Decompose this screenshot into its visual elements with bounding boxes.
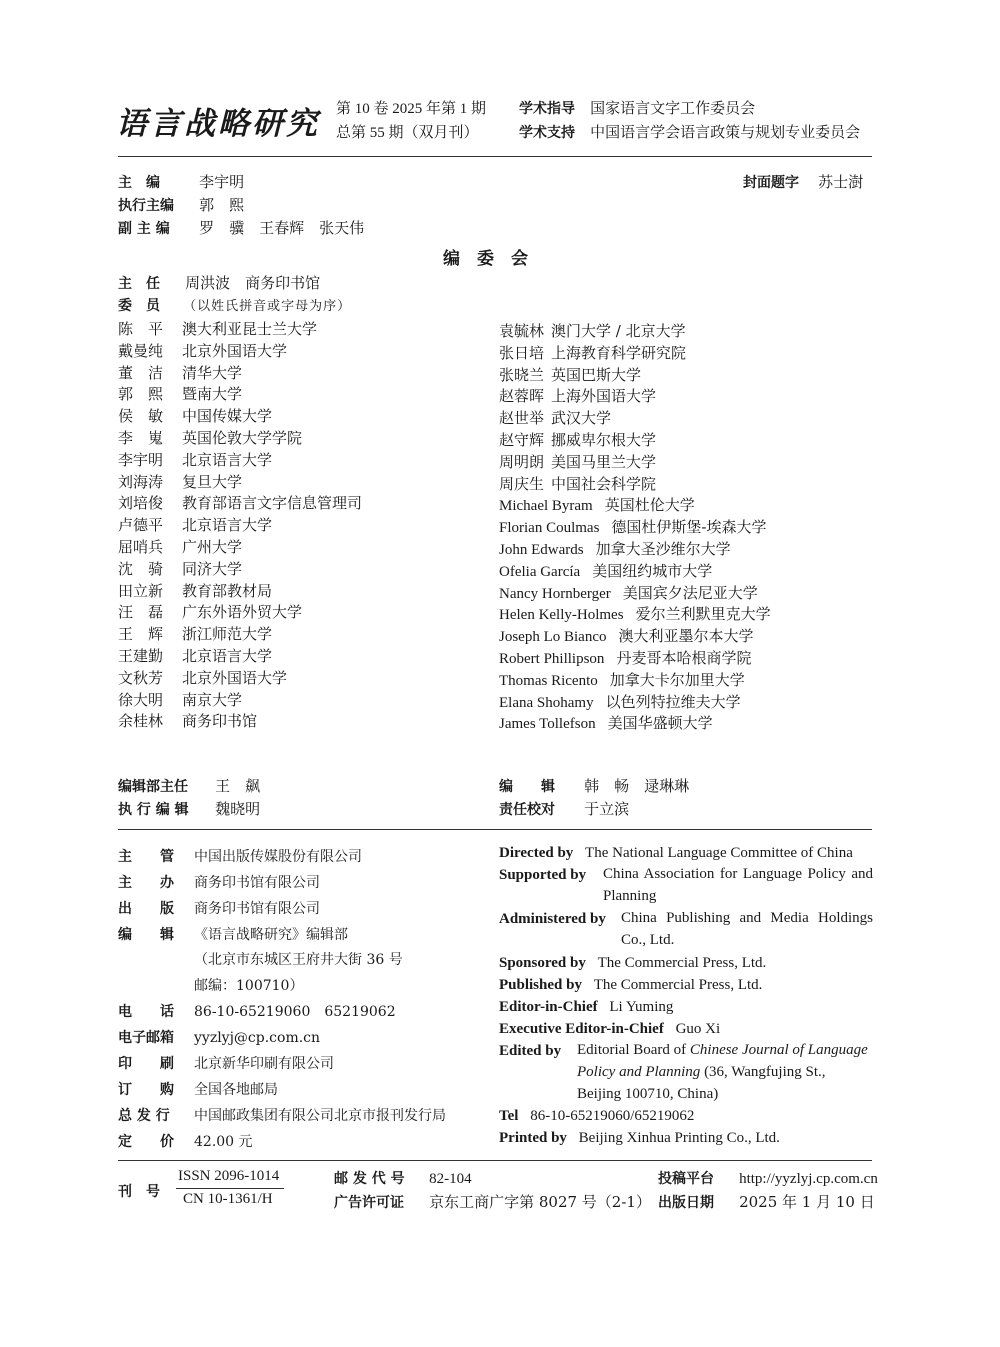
publication-info-label: 编 辑 <box>118 927 174 943</box>
board-member <box>118 449 272 470</box>
exec-editor-value: 魏晓明 <box>215 800 261 818</box>
deputy-label: 副 主 编 <box>118 221 170 237</box>
board-member <box>118 623 272 644</box>
office-head <box>118 775 260 796</box>
cn-number: CN 10-1361/H <box>183 1191 273 1207</box>
publication-info-value: 86-10-65219060 65219062 <box>194 1004 396 1020</box>
proofreader <box>499 798 629 819</box>
board-member <box>118 601 302 622</box>
exec-editor-label: 执 行 编 辑 <box>118 802 189 818</box>
member-name: 陈 平 <box>118 320 164 338</box>
support-value: 中国语言学会语言政策与规划专业委员会 <box>590 123 861 141</box>
member-institution: 上海教育科学研究院 <box>551 343 687 362</box>
guidance-label: 学术指导 <box>519 101 575 117</box>
publication-info-row <box>118 1105 446 1125</box>
chief-editor <box>118 171 244 192</box>
board-member <box>499 560 712 581</box>
issue-line-2: 总第 55 期（双月刊） <box>336 125 479 141</box>
directed-value: The National Language Committee of China <box>585 845 853 861</box>
director-label: 主 任 <box>118 276 160 292</box>
publication-info-label: 订 购 <box>118 1082 174 1098</box>
member-name: 周庆生 <box>499 474 545 493</box>
publication-info-value: 中国邮政集团有限公司北京市报刊发行局 <box>194 1108 446 1124</box>
academic-support <box>519 121 860 142</box>
publication-info-value: 北京新华印刷有限公司 <box>194 1056 334 1072</box>
member-name: 董 洁 <box>118 363 164 382</box>
cover-label: 封面题字 <box>743 175 799 191</box>
published-by: Published by The Commercial Press, Ltd. <box>499 977 763 993</box>
divider <box>118 1160 872 1161</box>
publication-info-value: 商务印书馆有限公司 <box>194 901 320 917</box>
member-name: 刘海涛 <box>118 472 164 491</box>
member-institution: 教育部语言文字信息管理司 <box>182 494 363 513</box>
member-name: 侯 敏 <box>118 407 164 426</box>
board-member <box>118 710 257 731</box>
member-institution: 同济大学 <box>182 559 243 578</box>
directed-label: Directed by <box>499 845 574 861</box>
member-name: Helen Kelly-Holmes <box>499 607 624 624</box>
office-head-value: 王 飙 <box>215 777 261 795</box>
administered-by-value: China Publishing and Media Holdings Co., Ltd. <box>621 910 873 948</box>
publication-info-label: 主 办 <box>118 875 174 891</box>
edited-by-label: Edited by <box>499 1043 562 1059</box>
member-institution: 商务印书馆 <box>182 712 258 731</box>
office-head-label: 编辑部主任 <box>118 779 188 795</box>
board-member <box>118 471 242 492</box>
member-name: 汪 磊 <box>118 603 164 622</box>
member-name: John Edwards <box>499 542 584 558</box>
member-institution: 北京语言大学 <box>182 450 273 469</box>
publication-info-value: 邮编：100710） <box>194 978 304 994</box>
member-name: 徐大明 <box>118 690 164 709</box>
chief-value: 李宇明 <box>199 173 245 191</box>
member-name: 余桂林 <box>118 712 164 731</box>
member-institution: 加拿大卡尔加里大学 <box>609 670 745 689</box>
issn: ISSN 2096-1014 <box>178 1168 280 1184</box>
submission-link[interactable]: http://yyzlyj.cp.com.cn <box>739 1171 878 1187</box>
editors-staff <box>499 775 689 796</box>
divider <box>118 829 872 830</box>
publication-info-value: 42.00 元 <box>194 1134 253 1150</box>
board-member <box>118 558 242 579</box>
publication-info-row <box>118 1001 396 1021</box>
member-name: 王 辉 <box>118 625 164 644</box>
deputy-editors <box>118 217 364 238</box>
proof-value: 于立滨 <box>584 800 630 818</box>
member-institution: 丹麦哥本哈根商学院 <box>616 649 752 667</box>
member-institution: 教育部教材局 <box>182 581 273 600</box>
publication-info-row <box>118 1079 278 1099</box>
member-institution: 中国社会科学院 <box>551 474 657 493</box>
member-name: 田立新 <box>118 581 164 600</box>
member-name: 戴曼纯 <box>118 341 164 360</box>
guidance-value: 国家语言文字工作委员会 <box>590 99 756 117</box>
submission-platform: 投稿平台 http://yyzlyj.cp.com.cn <box>658 1171 878 1187</box>
member-name: James Tollefson <box>499 716 596 733</box>
member-institution: 暨南大学 <box>182 385 243 404</box>
member-institution: 爱尔兰利默里克大学 <box>635 605 771 624</box>
ad-license: 广告许可证 京东工商广字第 8027 号（2-1） <box>334 1193 651 1211</box>
member-institution: 以色列特拉维夫大学 <box>605 692 741 711</box>
publication-info-row <box>118 949 403 969</box>
cover-value: 苏士澍 <box>818 173 864 191</box>
publication-info-label: 出 版 <box>118 901 174 917</box>
board-member <box>499 473 656 494</box>
members-note: （以姓氏拼音或字母为序） <box>183 299 352 314</box>
publication-info-row <box>118 924 348 944</box>
publication-date: 出版日期 2025 年 1 月 10 日 <box>658 1193 875 1211</box>
divider <box>118 156 872 157</box>
member-name: Robert Phillipson <box>499 651 605 667</box>
academic-guidance <box>519 97 755 118</box>
member-name: 文秋芳 <box>118 668 164 687</box>
board-member <box>118 689 242 710</box>
member-institution: 加拿大圣沙维尔大学 <box>595 540 731 558</box>
member-name: 郭 熙 <box>118 385 164 404</box>
journal-logo: 语言战略研究 <box>116 106 320 142</box>
board-member <box>499 364 641 385</box>
member-name: 张日培 <box>499 343 545 362</box>
member-institution: 英国伦敦大学学院 <box>182 429 303 447</box>
member-institution: 美国马里兰大学 <box>551 452 657 471</box>
member-name: Michael Byram <box>499 498 593 515</box>
publication-info-row <box>118 975 303 995</box>
directed-by <box>499 845 853 862</box>
editor-value: 韩 畅 逯琳琳 <box>584 777 690 795</box>
executive-editor-in-chief: Executive Editor-in-Chief Guo Xi <box>499 1021 721 1037</box>
member-institution: 广州大学 <box>182 538 243 556</box>
board-member <box>118 645 272 666</box>
board-member <box>499 451 656 472</box>
publication-info-label: 电 话 <box>118 1004 174 1020</box>
publication-info-row <box>118 1053 334 1073</box>
members-label: 委 员 <box>118 298 160 314</box>
publication-info-label: 总 发 行 <box>118 1108 170 1124</box>
member-name: 卢德平 <box>118 516 164 535</box>
board-member <box>118 340 287 361</box>
publication-info-label: 印 刷 <box>118 1056 174 1072</box>
member-name: Florian Coulmas <box>499 520 600 537</box>
member-name: Nancy Hornberger <box>499 585 611 602</box>
member-name: 沈 骑 <box>118 559 164 578</box>
board-member <box>118 580 272 601</box>
board-member <box>118 514 272 535</box>
publication-info-label: 主 管 <box>118 849 174 865</box>
member-institution: 澳大利亚昆士兰大学 <box>182 320 318 338</box>
editor-in-chief: Editor-in-Chief Li Yuming <box>499 999 674 1015</box>
board-member <box>499 342 686 363</box>
member-name: 赵守辉 <box>499 431 545 449</box>
member-institution: 北京外国语大学 <box>182 668 288 687</box>
postal-code: 邮 发 代 号 82-104 <box>334 1171 472 1187</box>
board-member <box>118 427 302 448</box>
board-member <box>499 691 741 712</box>
publication-info-row <box>118 898 320 918</box>
publication-info-value: （北京市东城区王府井大街 36 号 <box>194 952 403 968</box>
executive-editor <box>118 194 244 215</box>
board-director <box>118 272 320 293</box>
member-name: 李宇明 <box>118 450 164 469</box>
board-member <box>499 712 713 733</box>
member-institution: 美国宾夕法尼亚大学 <box>622 583 758 602</box>
board-member <box>499 516 767 537</box>
publication-info-row <box>118 846 362 866</box>
board-member <box>499 407 611 428</box>
publication-info-value: 商务印书馆有限公司 <box>194 875 320 891</box>
publication-info-label: 电子邮箱 <box>118 1030 174 1046</box>
board-member <box>499 538 731 559</box>
member-institution: 英国杜伦大学 <box>604 496 695 515</box>
board-member <box>118 383 242 404</box>
administered-by-label: Administered by <box>499 911 606 927</box>
publication-info-row <box>118 1027 320 1047</box>
director-value: 周洪波 商务印书馆 <box>185 274 321 292</box>
editor-label: 编 辑 <box>499 779 555 795</box>
member-institution: 德国杜伊斯堡-埃森大学 <box>611 518 767 537</box>
issn-divider <box>176 1188 284 1189</box>
issue-line-1: 第 10 卷 2025 年第 1 期 <box>336 101 487 117</box>
member-institution: 北京语言大学 <box>182 647 273 665</box>
board-member <box>118 536 242 557</box>
member-institution: 广东外语外贸大学 <box>182 603 303 622</box>
publication-info-row <box>118 872 320 892</box>
exec-label: 执行主编 <box>118 198 174 214</box>
member-name: 李 嵬 <box>118 429 164 447</box>
exec-editor <box>118 798 260 819</box>
chief-label: 主 编 <box>118 175 160 191</box>
member-name: Ofelia García <box>499 563 581 580</box>
printed-by: Printed by Beijing Xinhua Printing Co., Ltd. <box>499 1130 780 1146</box>
member-institution: 北京外国语大学 <box>182 341 288 360</box>
cover-calligraphy <box>743 171 863 192</box>
member-institution: 清华大学 <box>182 363 243 382</box>
member-name: 赵世举 <box>499 409 545 428</box>
telephone-en: Tel 86-10-65219060/65219062 <box>499 1108 695 1124</box>
member-name: Thomas Ricento <box>499 672 598 689</box>
board-member <box>499 429 656 450</box>
board-member <box>118 667 287 688</box>
board-members-heading <box>118 295 351 315</box>
member-name: 周明朗 <box>499 452 545 471</box>
board-member <box>499 582 758 603</box>
board-member <box>118 362 242 383</box>
publication-info-value: 《语言战略研究》编辑部 <box>194 927 348 943</box>
member-institution: 南京大学 <box>182 690 243 709</box>
board-member <box>499 647 751 668</box>
member-institution: 北京语言大学 <box>182 516 273 535</box>
proof-label: 责任校对 <box>499 802 555 818</box>
publication-info-value: 全国各地邮局 <box>194 1082 278 1098</box>
member-institution: 英国巴斯大学 <box>551 365 642 384</box>
edited-by-value: Editorial Board of Chinese Journal of Language Policy and Planning (36, Wangfujing St., Beijing 100710, China) <box>577 1042 868 1102</box>
member-institution: 中国传媒大学 <box>182 407 273 426</box>
member-name: 赵蓉晖 <box>499 387 545 406</box>
board-member <box>499 320 686 341</box>
member-name: 刘培俊 <box>118 494 164 513</box>
member-institution: 美国纽约城市大学 <box>592 561 713 580</box>
board-member <box>499 625 754 646</box>
board-member <box>499 385 656 406</box>
publication-info-value: yyzlyj@cp.com.cn <box>194 1030 321 1046</box>
supported-by-value: China Association for Language Policy and Planning <box>603 866 873 904</box>
board-title: 编 委 会 <box>443 249 528 269</box>
board-member <box>118 492 362 513</box>
kanhao-label: 刊 号 <box>118 1184 160 1200</box>
member-name: 袁毓林 <box>499 322 545 340</box>
support-label: 学术支持 <box>519 125 575 141</box>
publication-info-value: 中国出版传媒股份有限公司 <box>194 849 362 865</box>
member-name: 张晓兰 <box>499 365 545 384</box>
board-member <box>499 494 695 515</box>
publication-info-row <box>118 1131 253 1151</box>
board-member <box>499 669 745 690</box>
member-name: 王建勤 <box>118 647 164 665</box>
publication-info-label: 定 价 <box>118 1134 174 1150</box>
board-member <box>118 405 272 426</box>
member-institution: 澳大利亚墨尔本大学 <box>618 627 754 646</box>
member-institution: 武汉大学 <box>551 409 612 428</box>
member-name: Elana Shohamy <box>499 694 594 711</box>
member-institution: 挪威卑尔根大学 <box>551 431 657 449</box>
member-name: 屈哨兵 <box>118 538 164 556</box>
member-institution: 澳门大学 / 北京大学 <box>551 322 686 340</box>
member-institution: 浙江师范大学 <box>182 625 273 644</box>
supported-by-label: Supported by <box>499 867 587 883</box>
member-name: Joseph Lo Bianco <box>499 629 607 646</box>
exec-value: 郭 熙 <box>199 196 245 214</box>
board-member <box>118 318 317 339</box>
member-institution: 上海外国语大学 <box>551 387 657 406</box>
deputy-value: 罗 骥 王春辉 张天伟 <box>199 219 365 237</box>
board-member <box>499 603 771 624</box>
member-institution: 复旦大学 <box>182 472 243 491</box>
member-institution: 美国华盛顿大学 <box>607 714 713 733</box>
sponsored-by: Sponsored by The Commercial Press, Ltd. <box>499 955 767 971</box>
